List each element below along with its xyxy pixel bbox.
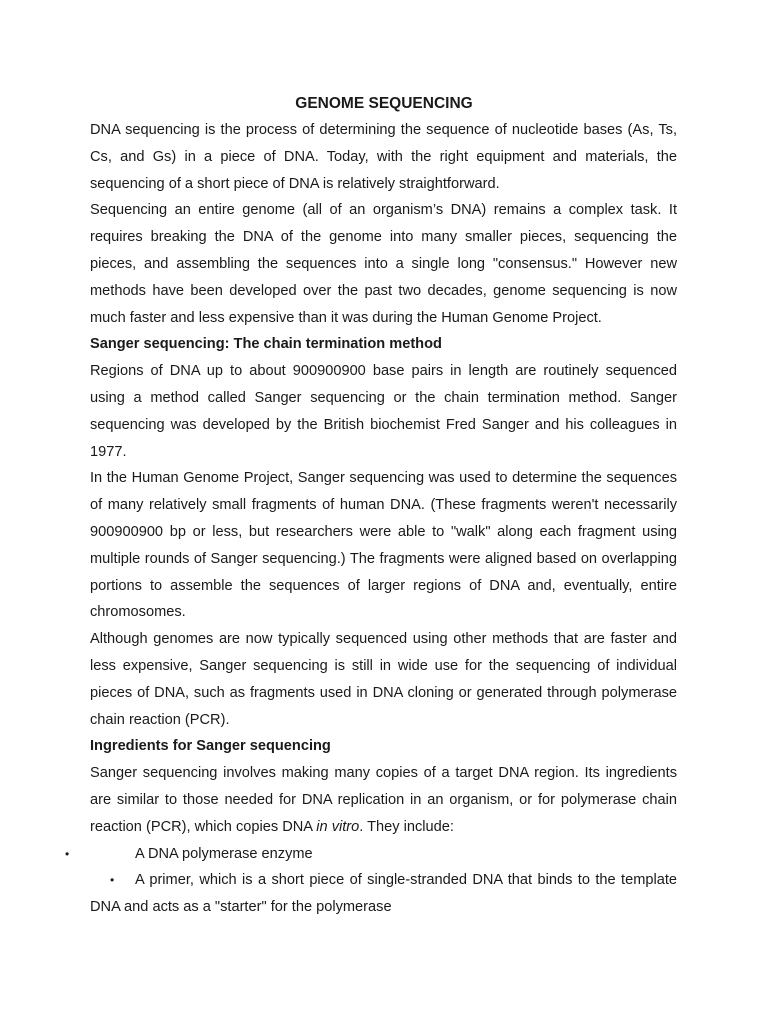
ingredients-list <box>65 841 677 921</box>
bullet-icon: • <box>65 846 70 861</box>
sanger-paragraph-1: Regions of DNA up to about 900900900 base pairs in length are routinely sequenced using a method called Sanger sequencing or the chain termination method. Sanger sequencing was developed by the British biochemist Fred Sanger and his colleagues in 1977. <box>90 363 677 460</box>
ingredients-text-before: Sanger sequencing involves making many copies of a target DNA region. Its ingredients are similar to those needed for DNA replication in an organism, or for polymerase chain reaction (PCR), which copies DNA <box>90 765 677 835</box>
bullet-icon: • <box>110 873 115 888</box>
document-body <box>65 92 677 921</box>
intro-paragraph: DNA sequencing is the process of determining the sequence of nucleotide bases (As, Ts, Cs, and Gs) in a piece of DNA. Today, with the right equipment and materials, the sequencing of a short piece of DNA is relatively straightforward. <box>90 122 677 192</box>
list-item-text: A primer, which is a short piece of single-stranded DNA that binds to the template DNA and acts as a "starter" for the polymerase <box>90 872 677 916</box>
list-item-text: A DNA polymerase enzyme <box>135 845 313 862</box>
list-item <box>65 841 677 868</box>
section-heading-sanger: Sanger sequencing: The chain termination method <box>90 336 442 353</box>
genome-paragraph: Sequencing an entire genome (all of an organism’s DNA) remains a complex task. It requires breaking the DNA of the genome into many smaller pieces, sequencing the pieces, and assembling the sequences into a single long "consensus." However new methods have been developed over the past two decades, genome sequencing is now much faster and less expensive than it was during the Human Genome Project. <box>90 202 677 326</box>
ingredients-paragraph <box>90 760 677 840</box>
sanger-paragraph-3: Although genomes are now typically sequenced using other methods that are faster and less expensive, Sanger sequencing is still in wide use for the sequencing of individual pieces of DNA, such as fragments used in DNA cloning or generated through polymerase chain reaction (PCR). <box>90 631 677 728</box>
ingredients-text-italic: in vitro <box>316 818 360 835</box>
sanger-paragraph-2: In the Human Genome Project, Sanger sequencing was used to determine the sequences of many relatively small fragments of human DNA. (These fragments weren't necessarily 900900900 bp or less, but researchers were able to "walk" along each fragment using multiple rounds of Sanger sequencing.) The fragments were aligned based on overlapping portions to assemble the sequences of larger regions of DNA and, eventually, entire chromosomes. <box>90 470 677 621</box>
document-title: GENOME SEQUENCING <box>295 95 473 112</box>
list-item <box>90 867 677 921</box>
ingredients-text-after: . They include: <box>359 818 454 835</box>
section-heading-ingredients: Ingredients for Sanger sequencing <box>90 738 331 755</box>
